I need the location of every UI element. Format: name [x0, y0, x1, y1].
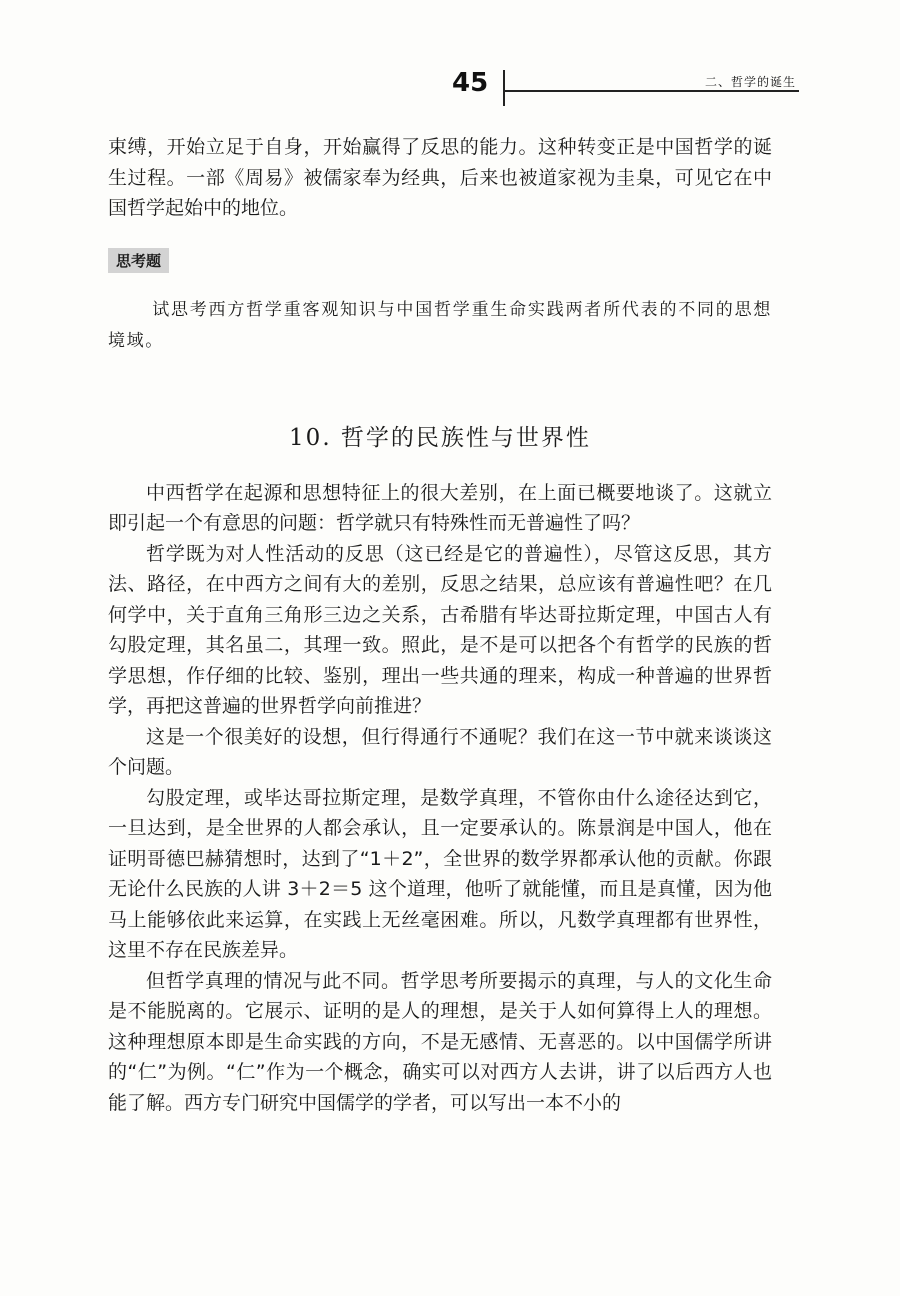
header-divider: [503, 70, 505, 106]
page-number: 45: [452, 68, 489, 98]
page-body: [108, 132, 772, 1118]
intro-paragraph: 束缚，开始立足于自身，开始赢得了反思的能力。这种转变正是中国哲学的诞生过程。一部《周易》被儒家奉为经典，后来也被道家视为圭臬，可见它在中国哲学起始中的地位。: [108, 136, 772, 219]
header-rule: [505, 90, 799, 92]
section-title: 10. 哲学的民族性与世界性: [289, 424, 591, 451]
body-paragraph-5: 但哲学真理的情况与此不同。哲学思考所要揭示的真理，与人的文化生命是不能脱离的。它展示、证明的是人的理想，是关于人如何算得上人的理想。这种理想原本即是生命实践的方向，不是无感情、无喜恶的。以中国儒学所讲的“仁”为例。“仁”作为一个概念，确实可以对西方人去讲，讲了以后西方人也能了解。西方专门研究中国儒学的学者，可以写出一本不小的: [108, 969, 772, 1114]
body-paragraph-3: 这是一个很美好的设想，但行得通行不通呢？我们在这一节中就来谈谈这个问题。: [108, 725, 772, 778]
body-paragraph-2: 哲学既为对人性活动的反思（这已经是它的普遍性），尽管这反思，其方法、路径，在中西方之间有大的差别，反思之结果，总应该有普遍性吧？在几何学中，关于直角三角形三边之关系，古希腊有毕达哥拉斯定理，中国古人有勾股定理，其名虽二，其理一致。照此，是不是可以把各个有哲学的民族的哲学思想，作仔细的比较、鉴别，理出一些共通的理来，构成一种普遍的世界哲学，再把这普遍的世界哲学向前推进？: [108, 542, 772, 717]
page-header: [440, 68, 800, 108]
body-paragraph-4: 勾股定理，或毕达哥拉斯定理，是数学真理，不管你由什么途径达到它，一旦达到，是全世界的人都会承认，且一定要承认的。陈景润是中国人，他在证明哥德巴赫猜想时，达到了“1＋2”，全世界的数学界都承认他的贡献。你跟无论什么民族的人讲 3＋2＝5 这个道理，他听了就能懂，而且是真懂，因为他马上能够依此来运算，在实践上无丝毫困难。所以，凡数学真理都有世界性，这里不存在民族差异。: [108, 786, 772, 961]
question-text: 试思考西方哲学重客观知识与中国哲学重生命实践两者所代表的不同的思想境域。: [108, 299, 772, 351]
body-paragraph-1: 中西哲学在起源和思想特征上的很大差别，在上面已概要地谈了。这就立即引起一个有意思的问题：哲学就只有特殊性而无普遍性了吗？: [108, 481, 772, 534]
question-label: 思考题: [108, 248, 169, 273]
running-section-title: 二、哲学的诞生: [704, 75, 796, 89]
